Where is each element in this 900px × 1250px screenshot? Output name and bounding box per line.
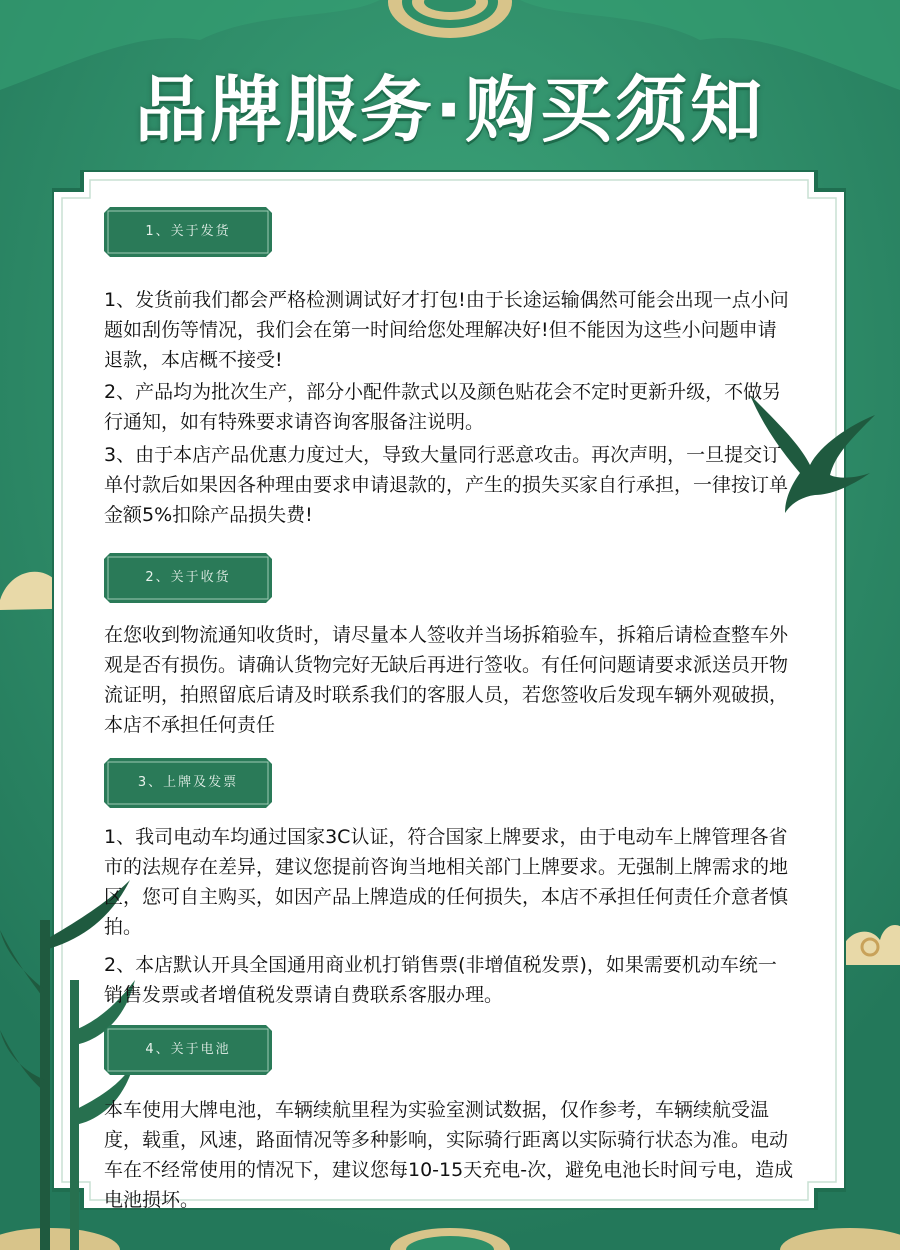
paragraph: 在您收到物流通知收货时，请尽量本人签收并当场拆箱验车，拆箱后请检查整车外观是否有损伤。请确认货物完好无缺后再进行签收。有任何问题请要求派送员开物流证明，拍照留底后请及时联系我们的客服人员，若您签收后发现车辆外观破损，本店不承担任何责任 (104, 624, 789, 736)
section-tag-label-wrap (104, 553, 272, 603)
section-tag-label: 3、上牌及发票 (137, 775, 239, 790)
paragraph: 1、发货前我们都会严格检测调试好才打包!由于长途运输偶然可能会出现一点小问题如刮伤等情况，我们会在第一时间给您处理解决好!但不能因为这些小问题申请退款，本店概不接受! (104, 289, 789, 371)
section-tag-label-wrap (104, 758, 272, 808)
section-tag-label: 4、关于电池 (145, 1042, 231, 1057)
section-tag-label: 2、关于收货 (145, 570, 231, 585)
paragraph: 2、产品均为批次生产，部分小配件款式以及颜色贴花会不定时更新升级，不做另行通知，如有特殊要求请咨询客服备注说明。 (104, 381, 782, 433)
section-tag-label-wrap (104, 207, 272, 257)
paragraph: 2、本店默认开具全国通用商业机打销售票(非增值税发票)，如果需要机动车统一销售发票或者增值税发票请自费联系客服办理。 (104, 954, 777, 1006)
section-tag-label-wrap (104, 1025, 272, 1075)
section-tag-label: 1、关于发货 (145, 224, 231, 239)
page-title: 品牌服务·购买须知 (134, 68, 766, 152)
paragraph: 1、我司电动车均通过国家3C认证，符合国家上牌要求，由于电动车上牌管理各省市的法规存在差异，建议您提前咨询当地相关部门上牌要求。无强制上牌需求的地区，您可自主购买，如因产品上牌造成的任何损失，本店不承担任何责任介意者慎拍。 (104, 826, 789, 938)
paragraph: 本车使用大牌电池，车辆续航里程为实验室测试数据，仅作参考，车辆续航受温度，载重，风速，路面情况等多种影响，实际骑行距离以实际骑行状态为准。电动车在不经常使用的情况下，建议您每10-15天充电-次，避免电池长时间亏电，造成电池损坏。 (104, 1099, 794, 1211)
paragraph: 3、由于本店产品优惠力度过大，导致大量同行恶意攻击。再次声明，一旦提交订单付款后如果因各种理由要求申请退款的，产生的损失买家自行承担，一律按订单金额5%扣除产品损失费! (104, 444, 789, 526)
